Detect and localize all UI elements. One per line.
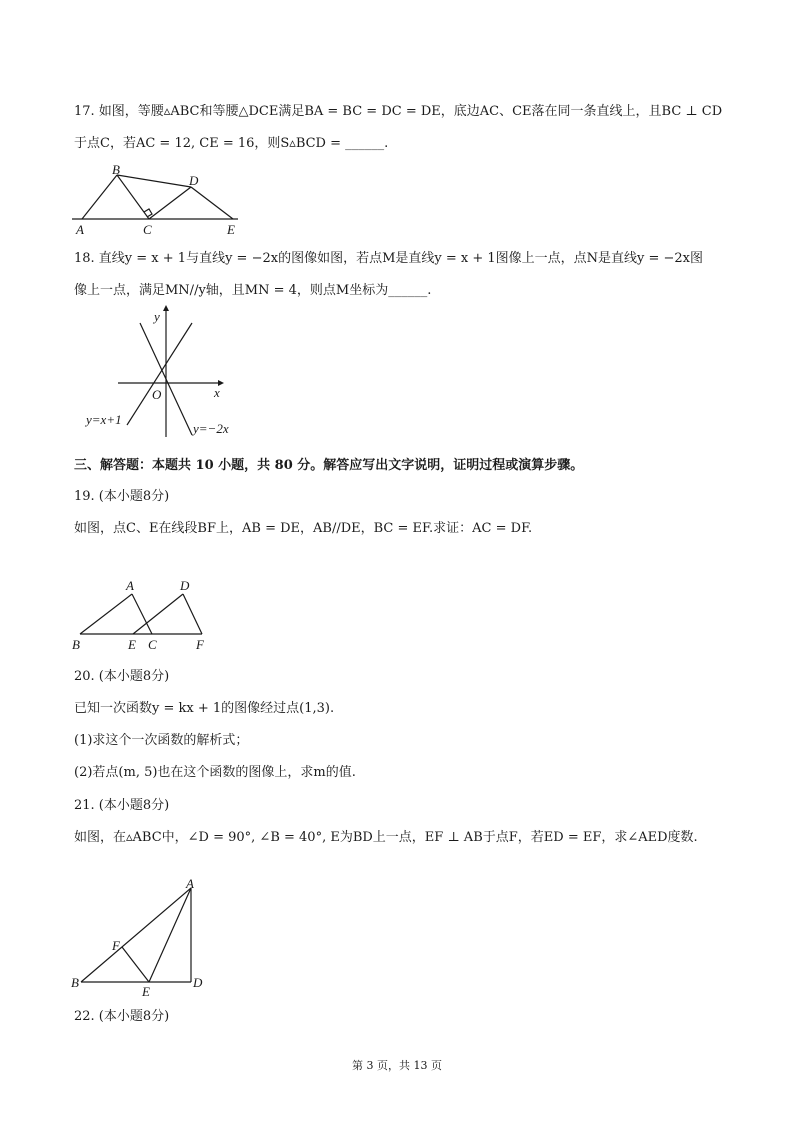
q21-figure — [68, 872, 218, 1002]
q19-segment-ed — [133, 594, 183, 634]
q17-segment-cd — [149, 187, 191, 219]
q18-figure — [82, 305, 242, 443]
q19-segment-df — [183, 594, 202, 634]
q17-figure — [70, 160, 250, 238]
q19-title: 19. (本小题8分) — [74, 489, 170, 504]
q19-label-b: B — [72, 637, 80, 652]
q21-label-b: B — [71, 975, 79, 990]
q21-label-a: A — [186, 876, 194, 891]
q21-label-f: F — [112, 938, 120, 953]
q19-label-d: D — [180, 578, 190, 593]
q19-label-a: A — [126, 578, 134, 593]
q21-text: 如图，在▵ABC中，∠D = 90°, ∠B = 40°, E为BD上一点，EF ⊥ AB于点F，若ED = EF，求∠AED度数. — [74, 830, 698, 845]
q20-text: 已知一次函数y = kx + 1的图像经过点(1,3). — [74, 701, 335, 716]
origin-label: O — [152, 387, 162, 402]
q18-line2: 像上一点，满足MN//y轴，且MN = 4，则点M坐标为______. — [74, 283, 432, 298]
page-footer: 第 3 页，共 13 页 — [352, 1059, 442, 1072]
q17-label-a: A — [76, 222, 84, 237]
q21-label-e: E — [142, 984, 150, 999]
q21-title: 21. (本小题8分) — [74, 798, 170, 813]
y-axis-arrow — [163, 305, 169, 311]
q19-label-e: E — [128, 637, 136, 652]
axis-label-y: y — [154, 309, 160, 324]
q19-label-c: C — [148, 637, 157, 652]
q17-label-d: D — [189, 173, 199, 188]
section-3-heading: 三、解答题：本题共 10 小题，共 80 分。解答应写出文字说明，证明过程或演算步骤。 — [74, 458, 584, 473]
q17-label-b: B — [112, 162, 120, 177]
q22-title: 22. (本小题8分) — [74, 1009, 170, 1024]
q20-title: 20. (本小题8分) — [74, 669, 170, 684]
q17-segment-ab — [82, 175, 117, 219]
q21-segment-ef — [122, 947, 149, 982]
q17-label-e: E — [227, 222, 235, 237]
q19-text: 如图，点C、E在线段BF上，AB = DE，AB//DE，BC = EF.求证：AC = DF. — [74, 521, 533, 536]
line-label-y-x-plus-1: y=x+1 — [86, 412, 122, 427]
q17-segment-bc — [117, 175, 149, 219]
q19-label-f: F — [196, 637, 204, 652]
axis-label-x: x — [214, 385, 220, 400]
q18-line1: 18. 直线y = x + 1与直线y = −2x的图像如图，若点M是直线y = x + 1图像上一点，点N是直线y = −2x图 — [74, 251, 704, 266]
q20-part2: (2)若点(m, 5)也在这个函数的图像上，求m的值. — [74, 765, 356, 780]
q17-line2: 于点C，若AC = 12, CE = 16，则S▵BCD = ______. — [74, 136, 389, 151]
q21-label-d: D — [193, 975, 203, 990]
q21-segment-ae — [149, 888, 191, 982]
q20-part1: (1)求这个一次函数的解析式； — [74, 733, 249, 748]
q19-segment-ac — [132, 594, 152, 634]
q21-segment-ab — [81, 888, 191, 982]
q19-segment-ab — [80, 594, 132, 634]
q17-line1: 17. 如图，等腰▵ABC和等腰△DCE满足BA = BC = DC = DE，底边AC、CE落在同一条直线上，且BC ⊥ CD — [74, 104, 723, 119]
line-label-y-minus-2x: y=−2x — [193, 421, 229, 436]
q17-label-c: C — [143, 222, 152, 237]
q17-segment-bd — [117, 175, 191, 187]
q17-segment-de — [191, 187, 233, 219]
q19-figure — [70, 572, 220, 658]
line-y-x-plus-1 — [127, 323, 192, 425]
